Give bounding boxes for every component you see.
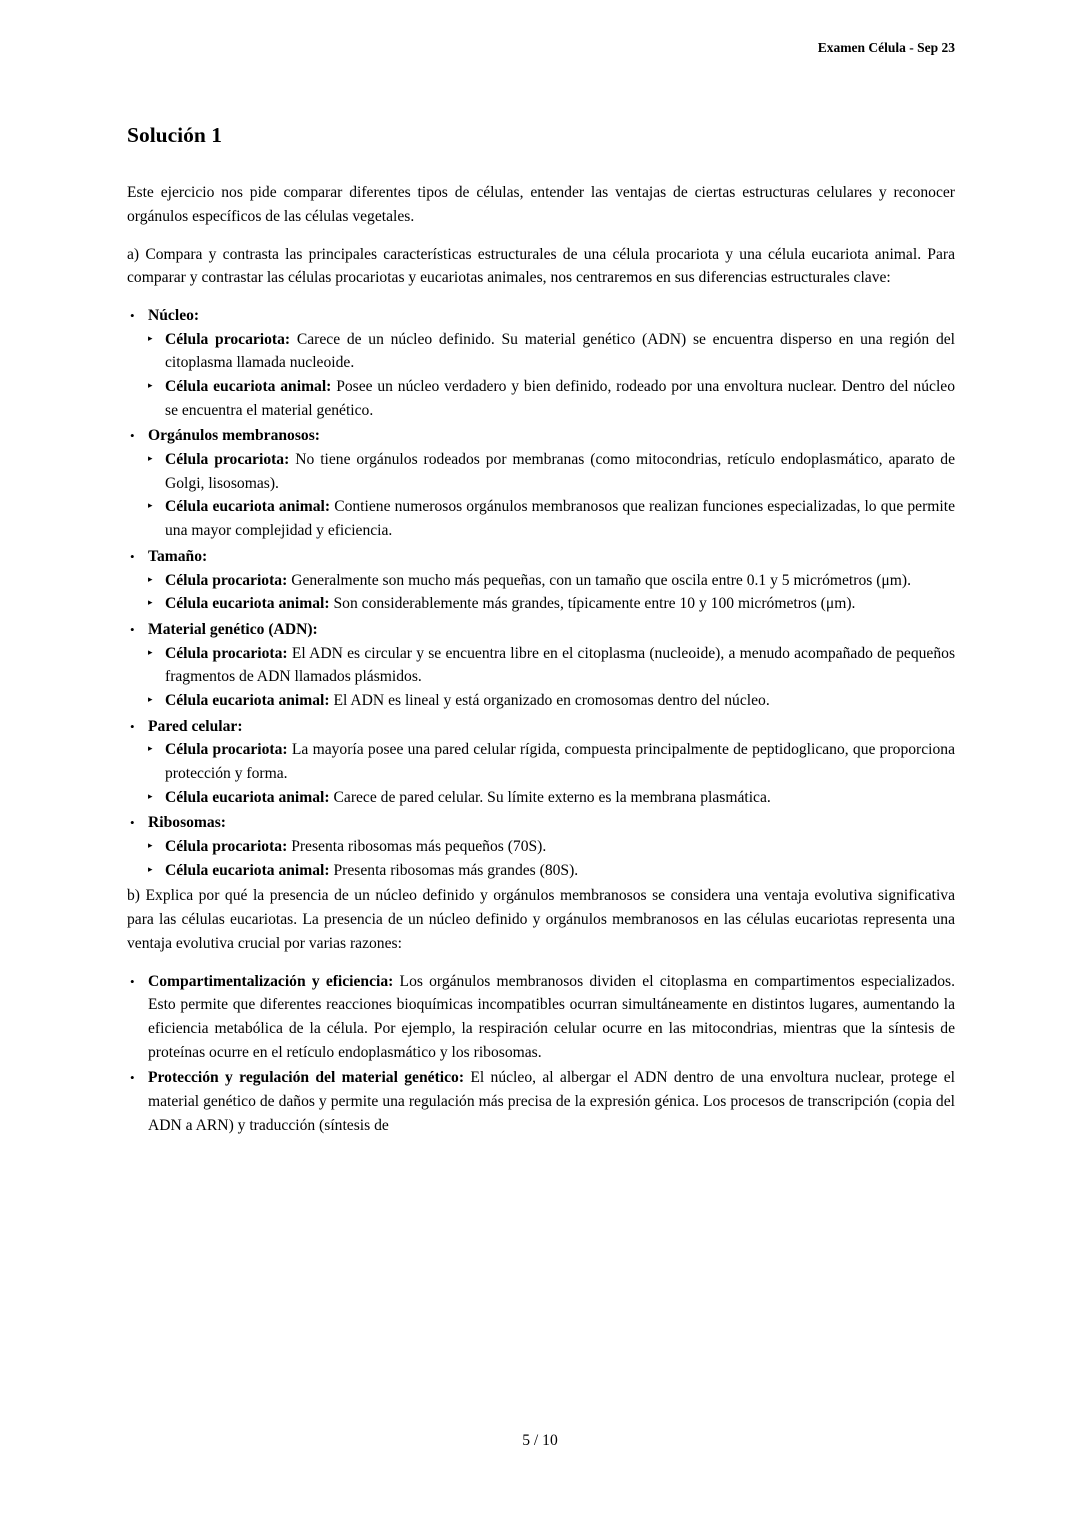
list-item-label: Orgánulos membranosos: bbox=[148, 427, 320, 445]
list-item-label: Ribosomas: bbox=[148, 814, 226, 832]
sub-item-lead: Célula eucariota animal: bbox=[165, 498, 331, 516]
list-item-nucleo bbox=[130, 304, 955, 422]
sub-list-item bbox=[148, 738, 955, 785]
triangle-bullet-icon: ▸ bbox=[148, 791, 153, 802]
header-title: Examen Célula - Sep 23 bbox=[817, 40, 955, 55]
list-item-label: Material genético (ADN): bbox=[148, 620, 318, 638]
section-title: Solución 1 bbox=[127, 122, 222, 147]
list-item-lead: Protección y regulación del material genético: bbox=[148, 1069, 465, 1087]
bullet-icon: • bbox=[130, 815, 135, 831]
sub-item-lead: Célula eucariota animal: bbox=[165, 788, 330, 806]
sub-list-item bbox=[148, 328, 955, 375]
triangle-bullet-icon: ▸ bbox=[148, 598, 153, 609]
sub-list-item bbox=[148, 495, 955, 542]
bullet-icon: • bbox=[130, 1070, 135, 1086]
sub-item-text: Generalmente son mucho más pequeñas, con un tamaño que oscila entre 0.1 y 5 micrómetros (μm). bbox=[291, 571, 911, 589]
part-a-paragraph: a) Compara y contrasta las principales características estructurales de una célula procariota y una célula eucariota animal. Para comparar y contrastar las células procariotas y eucariotas animales, nos centraremos en sus diferencias estructurales clave: bbox=[127, 245, 955, 287]
page-footer bbox=[0, 1429, 1080, 1453]
triangle-bullet-icon: ▸ bbox=[148, 381, 153, 391]
sub-item-lead: Célula procariota: bbox=[165, 644, 288, 662]
sub-list-item bbox=[148, 569, 955, 593]
list-item-pared-celular bbox=[130, 715, 955, 810]
list-item-organulos bbox=[130, 424, 955, 542]
comparison-list bbox=[130, 304, 955, 883]
sub-item-lead: Célula procariota: bbox=[165, 330, 291, 348]
bullet-icon: • bbox=[130, 307, 135, 323]
sub-item-lead: Célula eucariota animal: bbox=[165, 378, 332, 395]
page-number: 5 / 10 bbox=[522, 1432, 558, 1450]
intro-paragraph: Este ejercicio nos pide comparar diferentes tipos de células, entender las ventajas de ciertas estructuras celulares y reconocer orgánulos específicos de las células vegetales. bbox=[127, 184, 955, 225]
list-item-compartimentalizacion bbox=[130, 970, 955, 1065]
sub-item-text: No tiene orgánulos rodeados por membranas (como mitocondrias, retículo endoplasmático, aparato de Golgi, lisosomas). bbox=[165, 451, 955, 492]
sub-item-lead: Célula eucariota animal: bbox=[165, 691, 330, 709]
sub-item-text: Presenta ribosomas más pequeños (70S). bbox=[291, 838, 547, 856]
sub-item-lead: Célula procariota: bbox=[165, 741, 288, 759]
sub-item-lead: Célula procariota: bbox=[165, 451, 290, 469]
sub-item-text: El ADN es circular y se encuentra libre en el citoplasma (nucleoide), a menudo acompañado de pequeños fragmentos de ADN llamados plásmidos. bbox=[165, 644, 956, 686]
list-item-label: Tamaño: bbox=[148, 547, 208, 565]
sub-item-text: Posee un núcleo verdadero y bien definido, rodeado por una envoltura nuclear. Dentro del núcleo se encuentra el material genético. bbox=[165, 378, 956, 419]
sub-item-text: El ADN es lineal y está organizado en cromosomas dentro del núcleo. bbox=[333, 691, 770, 709]
triangle-bullet-icon: ▸ bbox=[148, 647, 153, 658]
triangle-bullet-icon: ▸ bbox=[148, 864, 153, 875]
list-item-text: El núcleo, al albergar el ADN dentro de una envoltura nuclear, protege el material genético de daños y permite una regulación más precisa de la expresión génica. Los procesos de transcripción (copia del ADN a ARN) y traducción (síntesis de bbox=[148, 1069, 955, 1134]
list-item-proteccion bbox=[130, 1066, 955, 1137]
sub-list-item bbox=[148, 689, 955, 713]
bullet-icon: • bbox=[130, 548, 135, 564]
sub-item-text: Presenta ribosomas más grandes (80S). bbox=[333, 861, 579, 879]
list-item-tamano bbox=[130, 545, 955, 616]
list-item-ribosomas bbox=[130, 811, 955, 882]
list-item-label: Núcleo: bbox=[148, 306, 200, 324]
list-item-material-genetico bbox=[130, 618, 955, 713]
sub-item-lead: Célula procariota: bbox=[165, 838, 288, 856]
sub-list-item bbox=[148, 375, 955, 422]
page-header bbox=[127, 38, 955, 59]
list-item-label: Pared celular: bbox=[148, 717, 243, 735]
sub-item-lead: Célula eucariota animal: bbox=[165, 861, 330, 879]
triangle-bullet-icon: ▸ bbox=[148, 454, 153, 465]
sub-item-text: Son considerablemente más grandes, típicamente entre 10 y 100 micrómetros (μm). bbox=[333, 595, 856, 613]
sub-item-text: Carece de un núcleo definido. Su material genético (ADN) se encuentra disperso en una región del citoplasma llamada nucleoide. bbox=[165, 330, 955, 372]
sub-list-item bbox=[148, 592, 955, 616]
triangle-bullet-icon: ▸ bbox=[148, 574, 153, 585]
sub-list-item bbox=[148, 786, 955, 810]
advantages-list bbox=[130, 970, 955, 1138]
triangle-bullet-icon: ▸ bbox=[148, 744, 153, 755]
list-item-text: Los orgánulos membranosos dividen el citoplasma en compartimentos especializados. Esto permite que diferentes reacciones bioquímicas incompatibles ocurran simultáneamente en distintos lugares, aumentando la eficiencia metabólica de la célula. Por ejemplo, la respiración celular ocurre en las mitocondrias, mientras que la síntesis de proteínas ocurre en el retículo endoplasmático y los ribosomas. bbox=[148, 972, 955, 1061]
sub-list-item bbox=[148, 835, 955, 859]
bullet-icon: • bbox=[130, 973, 135, 989]
triangle-bullet-icon: ▸ bbox=[148, 841, 153, 852]
sub-item-lead: Célula eucariota animal: bbox=[165, 595, 330, 613]
triangle-bullet-icon: ▸ bbox=[148, 333, 153, 344]
sub-item-text: La mayoría posee una pared celular rígida, compuesta principalmente de peptidoglicano, que proporciona protección y forma. bbox=[165, 741, 955, 782]
sub-list-item bbox=[148, 642, 955, 689]
sub-list-item bbox=[148, 859, 955, 883]
sub-list-item bbox=[148, 448, 955, 495]
triangle-bullet-icon: ▸ bbox=[148, 501, 153, 512]
bullet-icon: • bbox=[130, 428, 135, 444]
list-item-lead: Compartimentalización y eficiencia: bbox=[148, 972, 394, 990]
part-b-paragraph: b) Explica por qué la presencia de un núcleo definido y orgánulos membranosos se considera una ventaja evolutiva significativa para las células eucariotas. La presencia de un núcleo definido y orgánulos membranosos en las células eucariotas representa una ventaja evolutiva crucial por varias razones: bbox=[127, 887, 955, 952]
bullet-icon: • bbox=[130, 718, 135, 734]
sub-item-lead: Célula procariota: bbox=[165, 571, 288, 589]
sub-item-text: Carece de pared celular. Su límite externo es la membrana plasmática. bbox=[333, 788, 771, 806]
sub-item-text: Contiene numerosos orgánulos membranosos que realizan funciones especializadas, lo que permite una mayor complejidad y eficiencia. bbox=[165, 498, 955, 540]
triangle-bullet-icon: ▸ bbox=[148, 694, 153, 705]
bullet-icon: • bbox=[130, 621, 135, 637]
